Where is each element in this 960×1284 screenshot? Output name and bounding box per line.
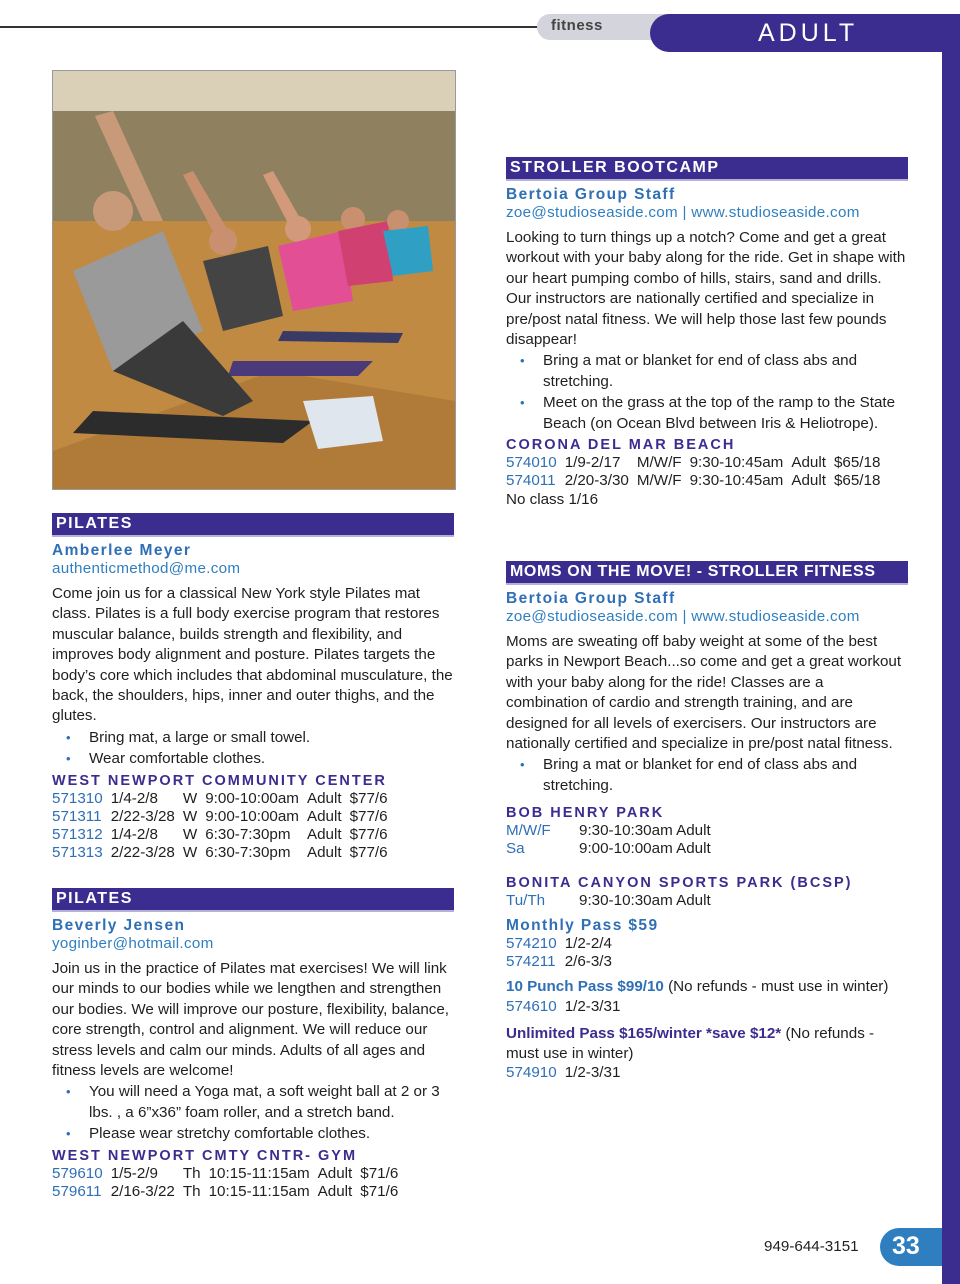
section-label: fitness (551, 17, 603, 34)
dates: 1/9-2/17 (564, 454, 621, 472)
stroller-bootcamp-section (506, 157, 908, 510)
course-code[interactable]: 574910 (506, 1064, 557, 1082)
location-name: CORONA DEL MAR BEACH (506, 437, 736, 454)
age-group: Adult (791, 454, 826, 472)
instructor-name: Bertoia Group Staff (506, 590, 676, 607)
section-title: PILATES (52, 513, 454, 537)
section-title: MOMS ON THE MOVE! - STROLLER FITNESS (506, 561, 908, 585)
bullet-list (52, 1082, 454, 1144)
instructor-email[interactable]: authenticmethod@me.com (52, 560, 241, 577)
schedule-table (506, 892, 719, 910)
fee: $65/18 (833, 454, 881, 472)
category-tab (650, 14, 960, 52)
age-group: Adult (306, 789, 342, 807)
table-row (52, 826, 396, 844)
table-row (506, 840, 719, 858)
fee: $71/6 (360, 1182, 399, 1200)
days: M/W/F (506, 822, 551, 840)
table-row (506, 998, 628, 1016)
bullet-list (52, 728, 454, 770)
class-description: Moms are sweating off baby weight at some of the best parks in Newport Beach...so come and get a great workout with your baby along for the ride! Classes are a combination of cardio and strength training, and are designed for all levels of exercisers. Our instructors are nationally certified and specialize in pre/post natal fitness. (506, 633, 902, 753)
course-code[interactable]: 571311 (52, 807, 102, 825)
course-code[interactable]: 574010 (506, 454, 557, 472)
instructor-name: Beverly Jensen (52, 917, 186, 934)
header-rule (0, 26, 545, 28)
bullet-item: • You will need a Yoga mat, a soft weight ball at 2 or 3 lbs. , a 6”x36” foam roller, and a stretch band. (89, 1082, 454, 1123)
location-name: WEST NEWPORT COMMUNITY CENTER (52, 772, 387, 789)
table-row (506, 822, 719, 840)
table-row (506, 892, 719, 910)
days: Sa (506, 840, 525, 858)
days: M/W/F (636, 472, 682, 490)
days: Th (182, 1164, 201, 1182)
page-number: 33 (892, 1232, 920, 1260)
category-label: ADULT (758, 19, 859, 47)
table-row (52, 1183, 406, 1201)
table-row (52, 808, 396, 826)
age-group: Adult (791, 472, 826, 490)
course-code[interactable]: 574610 (506, 997, 557, 1015)
bullet-item: • Please wear stretchy comfortable clothes. (89, 1124, 454, 1144)
dates: 2/6-3/3 (564, 953, 612, 971)
age-group: Adult (317, 1182, 353, 1200)
dates: 1/2-2/4 (564, 935, 612, 953)
time: 10:15-11:15am (208, 1164, 310, 1182)
dates: 2/22-3/28 (110, 843, 175, 861)
moms-on-the-move-section (506, 561, 908, 1082)
bullet-list (506, 755, 908, 796)
fee: $77/6 (349, 807, 388, 825)
days: Th (182, 1182, 201, 1200)
section-title: STROLLER BOOTCAMP (506, 157, 908, 181)
fee: $71/6 (360, 1164, 399, 1182)
location-name: BONITA CANYON SPORTS PARK (BCSP) (506, 875, 853, 892)
age-group: Adult (306, 843, 342, 861)
dates: 1/2-3/31 (564, 1064, 621, 1082)
dates: 2/22-3/28 (110, 807, 175, 825)
course-code[interactable]: 574210 (506, 935, 557, 953)
schedule-table (506, 454, 888, 490)
table-row (52, 844, 396, 862)
dates: 1/2-3/31 (564, 997, 621, 1015)
time: 9:30-10:45am (689, 454, 784, 472)
table-row (506, 953, 620, 971)
instructor-name: Bertoia Group Staff (506, 186, 676, 203)
course-code[interactable]: 571310 (52, 789, 103, 807)
punch-pass-line (506, 977, 908, 997)
dates: 1/4-2/8 (110, 789, 158, 807)
days: M/W/F (636, 454, 682, 472)
unlimited-pass-title: Unlimited Pass $165/winter *save $12* (506, 1024, 782, 1042)
instructor-email[interactable]: zoe@studioseaside.com | www.studioseaside.com (506, 204, 860, 221)
unlimited-pass-note: (No refunds - must use in winter) (506, 1024, 875, 1063)
schedule-table (506, 935, 620, 971)
course-code[interactable]: 579610 (52, 1164, 103, 1182)
table-row (506, 472, 888, 490)
days: W (182, 843, 198, 861)
phone-number: 949-644-3151 (764, 1238, 859, 1255)
days: W (182, 807, 198, 825)
class-photo (52, 70, 456, 490)
schedule-note: No class 1/16 (506, 491, 599, 509)
course-code[interactable]: 574211 (506, 953, 556, 971)
table-row (506, 1064, 628, 1082)
days: W (182, 789, 198, 807)
class-description: Join us in the practice of Pilates mat exercises! We will link our minds to our bodies while we lengthen and strengthen our bodies. We will improve our posture, flexibility, balance, core strength, control and alignment. We will reduce our stress levels and calm our minds. Adults of all ages and fitness levels are welcome! (52, 960, 450, 1080)
bullet-item: • Wear comfortable clothes. (89, 749, 454, 769)
time: 9:00-10:00am (205, 789, 299, 807)
punch-pass-title: 10 Punch Pass $99/10 (506, 978, 664, 996)
schedule-table (506, 822, 719, 858)
fee: $65/18 (833, 472, 881, 490)
course-code[interactable]: 571312 (52, 825, 103, 843)
fee: $77/6 (349, 789, 388, 807)
time: 9:00-10:00am (205, 807, 299, 825)
punch-pass-note: (No refunds - must use in winter) (663, 978, 889, 996)
page-edge-bar (942, 52, 960, 1284)
dates: 1/4-2/8 (110, 825, 158, 843)
monthly-pass-title: Monthly Pass $59 (506, 917, 659, 935)
schedule-table (52, 790, 396, 862)
time: 6:30-7:30pm (205, 825, 291, 843)
table-row (52, 1165, 406, 1183)
instructor-email[interactable]: yoginber@hotmail.com (52, 935, 214, 952)
course-code[interactable]: 579611 (52, 1182, 102, 1200)
table-row (52, 790, 396, 808)
bullet-item: • Meet on the grass at the top of the ramp to the State Beach (on Ocean Blvd between Iris & Heliotrope). (543, 393, 908, 434)
dates: 1/5-2/9 (110, 1164, 158, 1182)
age-group: Adult (317, 1164, 353, 1182)
time: 9:30-10:30am Adult (579, 822, 711, 840)
instructor-email[interactable]: zoe@studioseaside.com | www.studioseaside.com (506, 608, 860, 625)
fee: $77/6 (349, 843, 388, 861)
bullet-item: • Bring mat, a large or small towel. (89, 728, 454, 748)
instructor-name: Amberlee Meyer (52, 542, 192, 559)
unlimited-pass-line (506, 1024, 908, 1065)
schedule-table (506, 1064, 628, 1082)
page-number-badge (880, 1228, 942, 1266)
table-row (506, 935, 620, 953)
class-description: Come join us for a classical New York style Pilates mat class. Pilates is a full body exercise program that restores muscular balance, builds strength and flexibility, and improves body alignment and posture. Pilates targets the body’s core which includes that abdominal musculature, the back, the shoulders, hips, inner and outer thighs, and the glutes. (52, 585, 453, 725)
schedule-table (52, 1165, 406, 1201)
age-group: Adult (306, 807, 342, 825)
dates: 2/16-3/22 (110, 1182, 175, 1200)
time: 9:30-10:30am Adult (579, 892, 711, 910)
time: 6:30-7:30pm (205, 843, 291, 861)
time: 10:15-11:15am (208, 1182, 310, 1200)
dates: 2/20-3/30 (564, 472, 629, 490)
pilates-section-1 (52, 513, 454, 862)
days: Tu/Th (506, 892, 546, 910)
location-name: BOB HENRY PARK (506, 805, 665, 822)
fee: $77/6 (349, 825, 388, 843)
bullet-list (506, 351, 908, 434)
section-title: PILATES (52, 888, 454, 912)
bullet-item: • Bring a mat or blanket for end of class abs and stretching. (543, 351, 908, 392)
course-code[interactable]: 571313 (52, 843, 103, 861)
location-name: WEST NEWPORT CMTY CNTR- GYM (52, 1147, 358, 1164)
course-code[interactable]: 574011 (506, 472, 556, 490)
age-group: Adult (306, 825, 342, 843)
bullet-item: • Bring a mat or blanket for end of class abs and stretching. (543, 755, 908, 796)
time: 9:00-10:00am Adult (579, 840, 711, 858)
days: W (182, 825, 198, 843)
class-description: Looking to turn things up a notch? Come and get a great workout with your baby along for the ride. Get in shape with our heart pumping combo of hills, stairs, sand and drills. Our instructors are nationally certified and specialize in pre/post natal fitness. We will help those last few pounds disappear! (506, 229, 906, 349)
pilates-section-2 (52, 888, 454, 1201)
schedule-table (506, 998, 628, 1016)
table-row (506, 454, 888, 472)
time: 9:30-10:45am (689, 472, 784, 490)
